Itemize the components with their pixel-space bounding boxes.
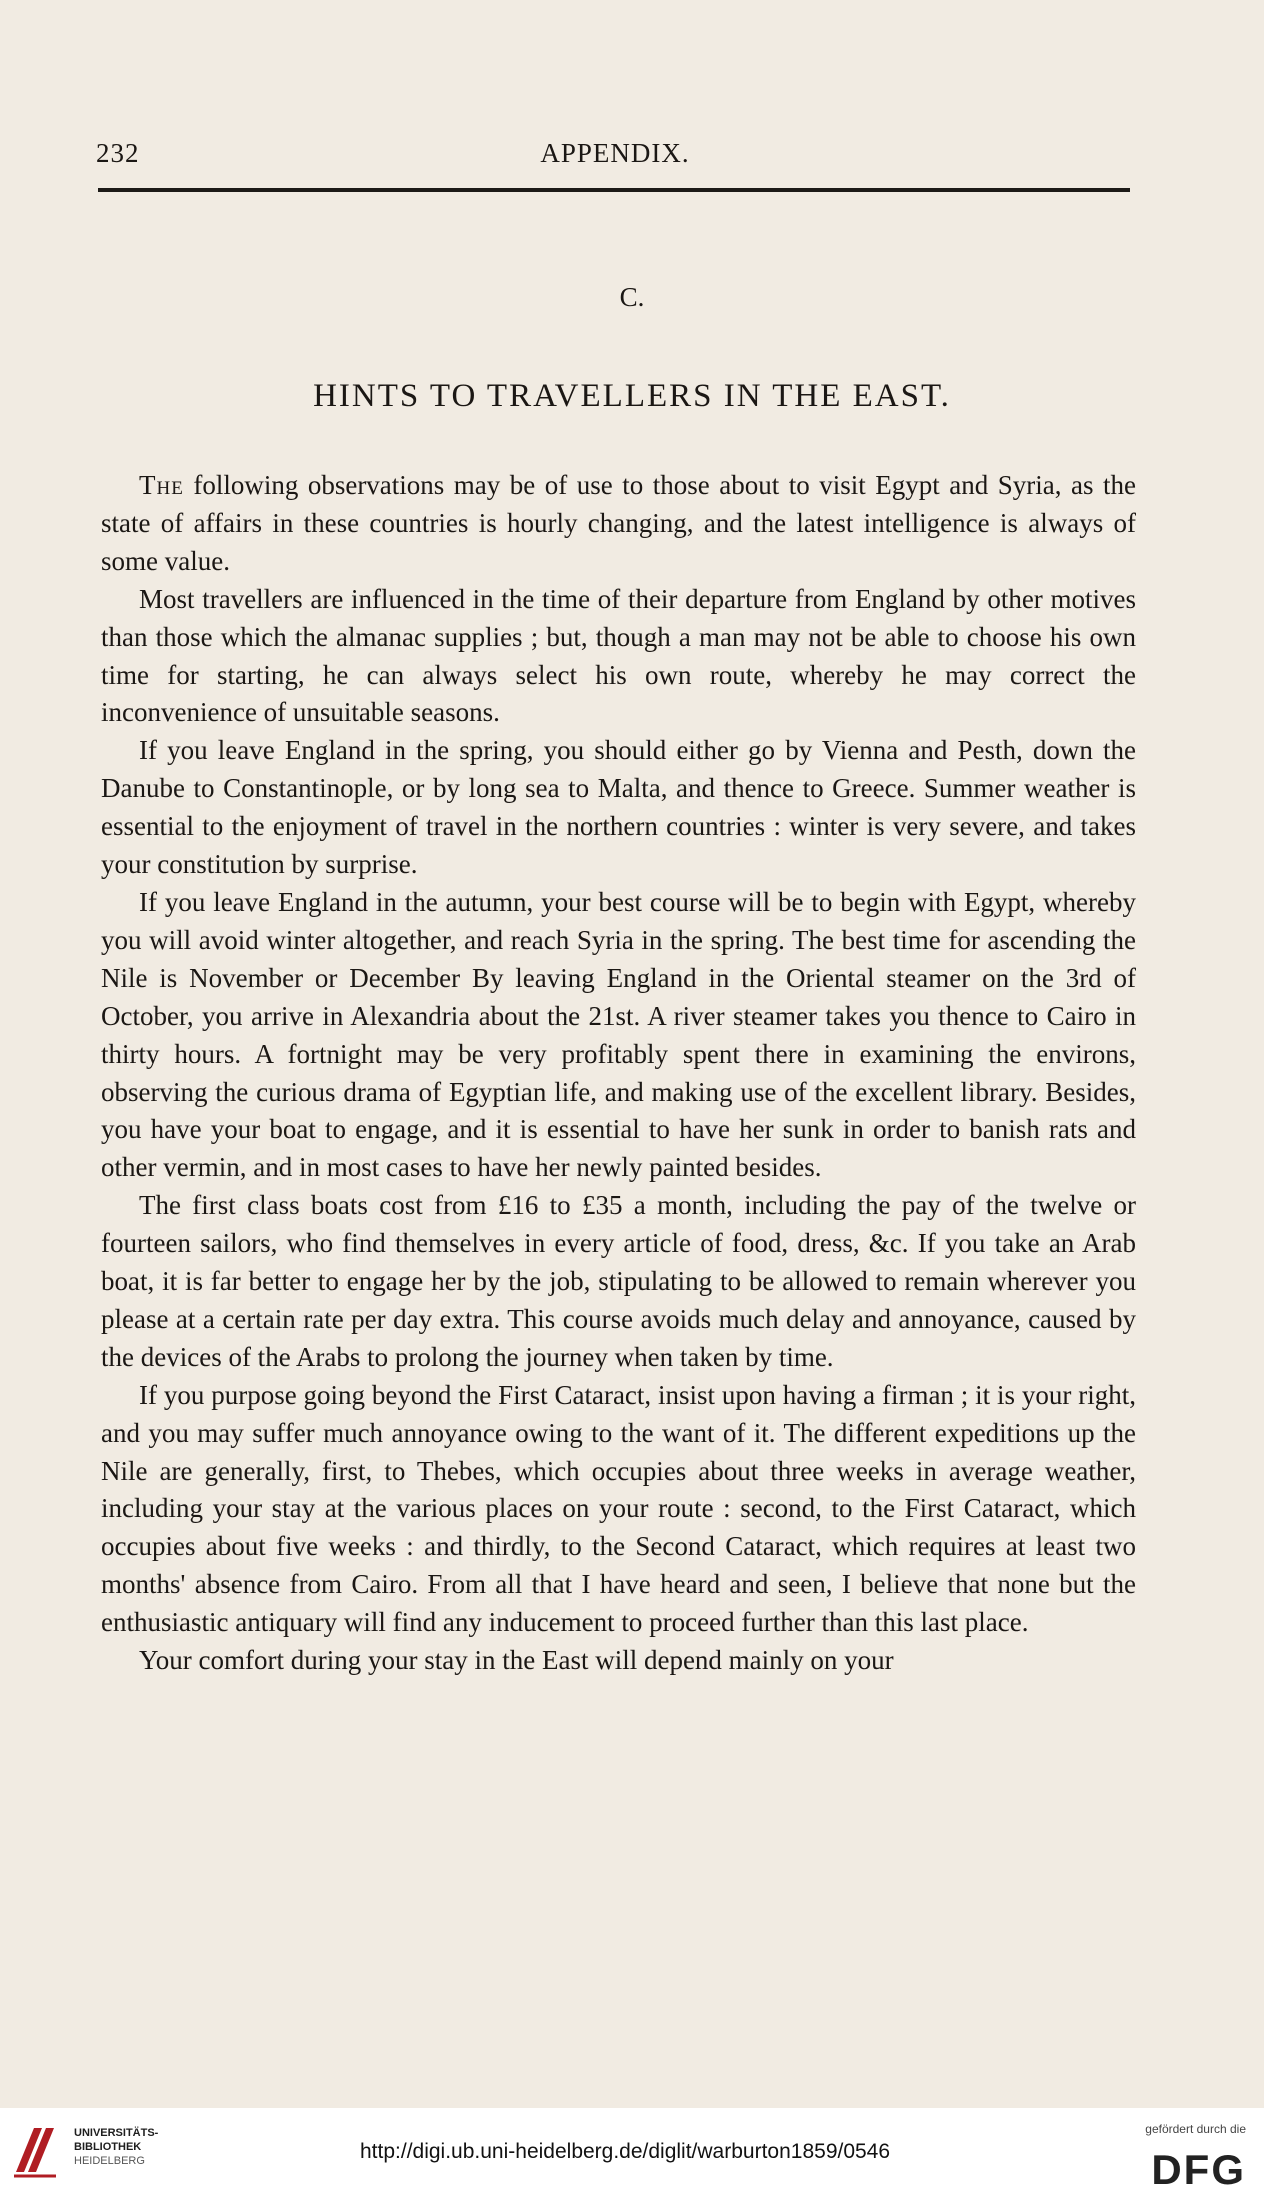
paragraph-text: following observations may be of use to those about to visit Egypt and Syria, as the state of affairs in these countries is hourly changing, and the latest intelligence is always of some value. (101, 470, 1136, 576)
paragraph-text: Your comfort during your stay in the East will depend mainly on your (139, 1645, 894, 1676)
paragraph-text: If you purpose going beyond the First Cataract, insist upon having a firman ; it is your right, and you may suffer much annoyance owing to the want of it. The different expeditions up the Nile are generally, first, to Thebes, which occupies about three weeks in average weather, including your stay at the various places on your route : second, to the First Cataract, which occupies about five weeks : and thirdly, to the Second Cataract, which requires at least two months' absence from Cairo. From all that I have heard and seen, I believe that none but the enthusiastic antiquary will find any inducement to proceed further than this last place. (101, 1379, 1136, 1638)
paragraph-text: The first class boats cost from £16 to £35 a month, including the pay of the twelve or fourteen sailors, who find themselves in every article of food, dress, &c. If you take an Arab boat, it is far better to engage her by the job, stipulating to be allowed to remain wherever you please at a certain rate per day extra. This course avoids much delay and annoyance, caused by the devices of the Arabs to prolong the journey when taken by time. (101, 1190, 1136, 1372)
paragraph-text: If you leave England in the autumn, your best course will be to begin with Egypt, whereby you will avoid winter altogether, and reach Syria in the spring. The best time for ascending the Nile is November or December By leaving England in the Oriental steamer on the 3rd of October, you arrive in Alexandria about the 21st. A river steamer takes you thence to Cairo in thirty hours. A fortnight may be very profitably spent there in examining the environs, observing the curious drama of Egyptian life, and making use of the excellent library. Besides, you have your boat to engage, and it is essential to have her sunk in order to banish rats and other vermin, and in most cases to have her newly painted besides. (101, 886, 1136, 1183)
library-logo-icon (12, 2122, 58, 2180)
digitization-footer (0, 2108, 1264, 2200)
library-name-line: HEIDELBERG (74, 2155, 145, 2167)
permalink-url[interactable]: http://digi.ub.uni-heidelberg.de/diglit/warburton1859/0546 (360, 2140, 891, 2163)
paragraph-lead-word: The (139, 470, 184, 500)
library-name-line: BIBLIOTHEK (74, 2141, 142, 2153)
paragraph-text: If you leave England in the spring, you should either go by Vienna and Pesth, down the Danube to Constantinople, or by long sea to Malta, and thence to Greece. Summer weather is essential to the enjoyment of travel in the northern countries : winter is very severe, and takes your constitution by surprise. (101, 735, 1136, 880)
library-name (74, 2126, 214, 2168)
running-title: APPENDIX. (540, 138, 690, 168)
page-number: 232 (96, 138, 140, 168)
library-name-line: UNIVERSITÄTS- (74, 2127, 159, 2139)
body-text (101, 467, 1136, 1680)
paragraph-text: Most travellers are influenced in the time of their departure from England by other motives than those which the almanac supplies ; but, though a man may not be able to choose his own time for starting, he can always select his own route, whereby he may correct the inconvenience of unsuitable seasons. (101, 583, 1136, 728)
article-title: HINTS TO TRAVELLERS IN THE EAST. (313, 378, 951, 414)
paragraph (101, 467, 1136, 581)
funding-note: gefördert durch die (1145, 2122, 1246, 2136)
paragraph (101, 1187, 1136, 1377)
appendix-letter: C. (619, 282, 645, 312)
paragraph (101, 884, 1136, 1187)
paragraph (101, 581, 1136, 733)
dfg-logo: DFG (1151, 2146, 1246, 2193)
paragraph (101, 732, 1136, 884)
paragraph (101, 1377, 1136, 1642)
paragraph (101, 1642, 1136, 1680)
header-rule (98, 188, 1130, 192)
running-head (96, 138, 1134, 178)
